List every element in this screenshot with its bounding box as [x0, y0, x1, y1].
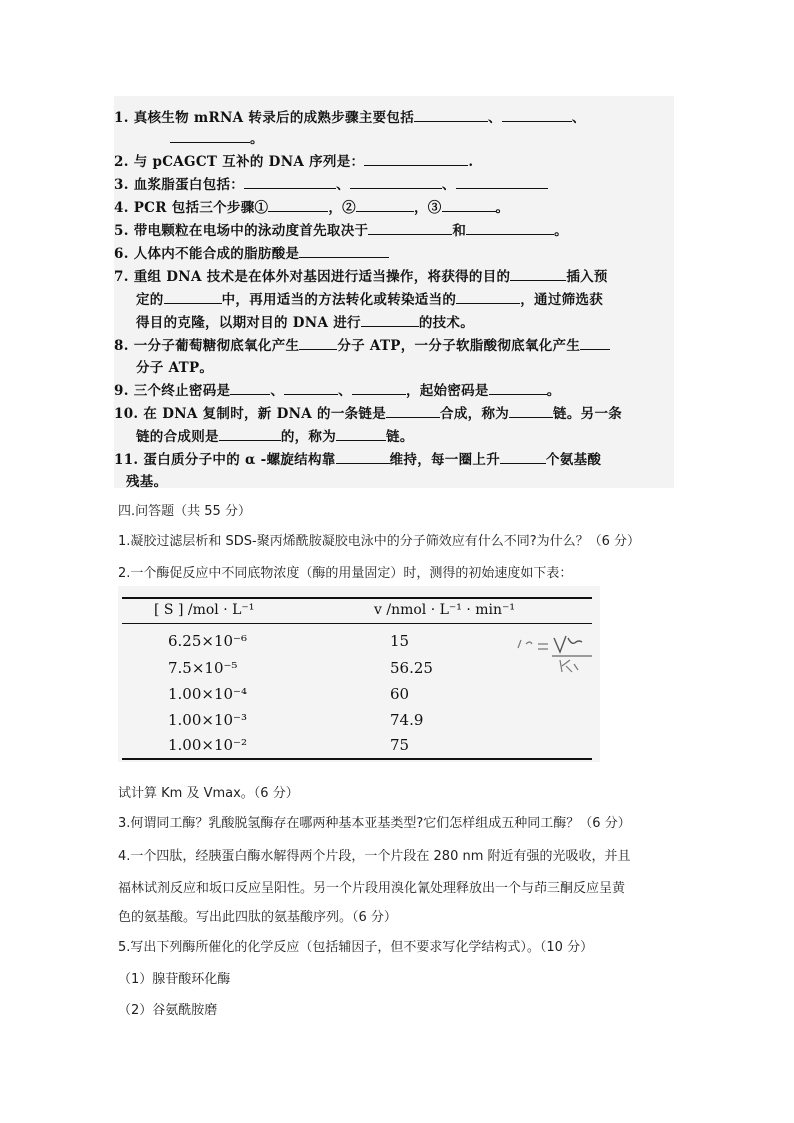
- blank: [350, 176, 442, 189]
- q-end: 。: [554, 223, 568, 239]
- blank: [244, 176, 336, 189]
- q-number: 5.: [114, 223, 129, 239]
- blank: [364, 153, 468, 166]
- q-text: 和: [452, 223, 467, 239]
- blank: [299, 337, 337, 350]
- blank: [164, 291, 222, 304]
- q-end: 。: [495, 200, 510, 216]
- q-text: 在 DNA 复制时，新 DNA 的一条链是: [143, 406, 387, 422]
- q-number: 11.: [114, 452, 139, 468]
- fill-in-7-line2: [136, 288, 603, 308]
- blank: [386, 405, 440, 418]
- q-sep: 、: [336, 177, 350, 193]
- blank: [414, 109, 488, 122]
- blank: [502, 109, 572, 122]
- q-number: 9.: [114, 383, 129, 399]
- blank: [336, 428, 386, 441]
- q-sep: 、: [488, 110, 502, 126]
- q-end: 。: [250, 131, 264, 147]
- question-5-item-1: （1）腺苷酸环化酶: [118, 972, 231, 987]
- blank: [456, 176, 548, 189]
- table-cell: 56.25: [390, 659, 433, 677]
- q-text: PCR 包括三个步骤①: [133, 200, 269, 216]
- blank: [456, 291, 520, 304]
- blank: [489, 382, 547, 395]
- q-text: 链的合成则是: [136, 429, 219, 445]
- blank: [284, 382, 338, 395]
- fill-in-8: [114, 334, 610, 354]
- q-text: 链。: [386, 429, 414, 445]
- fill-in-10: [114, 402, 622, 422]
- q-text: 合成，称为: [440, 406, 510, 422]
- q-text: 定的: [136, 292, 164, 308]
- blank: [500, 451, 546, 464]
- question-5-item-2: （2）谷氨酰胺磨: [118, 1003, 218, 1018]
- q-sep: 、: [441, 177, 456, 193]
- q-text: 三个终止密码是: [133, 383, 231, 399]
- table-cell: 15: [390, 632, 410, 650]
- q-text: 残基。: [126, 474, 168, 490]
- fill-in-4: [114, 196, 509, 216]
- table-cell: 74.9: [390, 711, 424, 729]
- table-cell: 6.25×10⁻⁶: [168, 632, 247, 650]
- blank: [352, 382, 406, 395]
- blank: [268, 199, 328, 212]
- q-end: 。: [546, 383, 561, 399]
- q-text: 一分子葡萄糖彻底氧化产生: [133, 338, 300, 354]
- fill-in-5: [114, 219, 568, 239]
- fill-in-3: [114, 173, 548, 193]
- fill-in-1-line2: [170, 127, 264, 147]
- blank: [299, 245, 389, 258]
- blank: [170, 130, 250, 143]
- q-text: 的，称为: [280, 429, 337, 445]
- q-text: ，起始密码是: [405, 383, 489, 399]
- q-number: 4.: [114, 200, 129, 216]
- question-4-line2: 福林试剂反应和坂口反应呈阳性。另一个片段用溴化氰处理释放出一个与茚三酮反应呈黄: [118, 881, 626, 896]
- blank: [466, 222, 554, 235]
- q-text: 分子 ATP，一分子软脂酸彻底氧化产生: [337, 338, 581, 354]
- q-text: 与 pCAGCT 互补的 DNA 序列是：: [133, 154, 365, 170]
- question-5: 5.写出下列酶所催化的化学反应（包括辅因子，但不要求写化学结构式）。（10 分）: [118, 940, 594, 955]
- table-header-v: v /nmol · L⁻¹ · min⁻¹: [374, 602, 516, 618]
- q-sep: 、: [571, 110, 586, 126]
- fill-in-11: [114, 448, 601, 468]
- table-bottom-rule: [122, 758, 592, 760]
- fill-in-6: [114, 242, 389, 262]
- blank: [510, 268, 566, 281]
- fill-in-7-line3: [136, 311, 474, 331]
- fill-in-8-line2: [136, 356, 213, 376]
- q-sep: 、: [270, 383, 285, 399]
- table-cell: 7.5×10⁻⁵: [168, 659, 238, 677]
- question-2: 2.一个酶促反应中不同底物浓度（酶的用量固定）时，测得的初始速度如下表：: [118, 566, 573, 581]
- q-text: ，②: [328, 200, 356, 216]
- table-cell: 1.00×10⁻⁴: [168, 685, 247, 703]
- blank: [336, 451, 390, 464]
- fill-in-9: [114, 379, 561, 399]
- table-cell: 60: [390, 685, 410, 703]
- table-header-rule: [122, 623, 592, 624]
- fill-in-11-line2: [126, 470, 167, 490]
- q-text: 分子 ATP。: [136, 360, 214, 376]
- fill-in-7: [114, 265, 608, 285]
- fill-in-2: [114, 150, 473, 170]
- q-number: 7.: [114, 269, 129, 285]
- question-4-line1: 4.一个四肽，经胰蛋白酶水解得两个片段，一个片段在 280 nm 附近有强的光吸收，并且: [118, 849, 631, 864]
- q-text: 维持，每一圈上升: [389, 452, 500, 468]
- q-end: .: [468, 154, 474, 170]
- question-1: 1.凝胶过滤层析和 SDS-聚丙烯酰胺凝胶电泳中的分子筛效应有什么不同?为什么？（6 分）: [118, 534, 641, 549]
- blank: [356, 199, 414, 212]
- scanned-table: [118, 586, 600, 762]
- q-sep: 、: [338, 383, 352, 399]
- table-cell: 1.00×10⁻³: [168, 711, 247, 729]
- q-number: 6.: [114, 246, 129, 262]
- section-title: 四.问答题（共 55 分）: [118, 504, 251, 519]
- blank: [509, 405, 553, 418]
- q-number: 10.: [114, 406, 139, 422]
- handwriting-scribble: [510, 626, 596, 676]
- q-text: 蛋白质分子中的 α -螺旋结构靠: [143, 452, 336, 468]
- q-number: 1.: [114, 110, 129, 126]
- question-4-line3: 色的氨基酸。写出此四肽的氨基酸序列。（6 分）: [118, 910, 397, 925]
- q-text: ，③: [413, 200, 442, 216]
- q-text: 真核生物 mRNA 转录后的成熟步骤主要包括: [133, 110, 415, 126]
- question-3: 3.何谓同工酶？乳酸脱氢酶存在哪两种基本亚基类型?它们怎样组成五种同工酶？（6 分）: [118, 816, 631, 831]
- question-2-tail: 试计算 Km 及 Vmax。（6 分）: [118, 786, 299, 801]
- q-text: 重组 DNA 技术是在体外对基因进行适当操作，将获得的目的: [133, 269, 511, 285]
- blank: [361, 314, 419, 327]
- table-top-rule: [122, 597, 592, 599]
- q-text: 插入预: [566, 269, 608, 285]
- blank: [368, 222, 452, 235]
- fill-in-10-line2: [136, 425, 414, 445]
- q-text: 的技术。: [418, 315, 475, 331]
- q-text: 带电颗粒在电场中的泳动度首先取决于: [133, 223, 369, 239]
- q-text: 个氨基酸: [546, 452, 602, 468]
- q-text: 血浆脂蛋白包括：: [133, 177, 245, 193]
- q-text: 人体内不能合成的脂肪酸是: [133, 246, 300, 262]
- blank: [442, 199, 496, 212]
- scanned-fill-in-block: [114, 96, 674, 488]
- table-cell: 75: [390, 736, 410, 754]
- q-number: 3.: [114, 177, 129, 193]
- table-header-s: [ S ] /mol · L⁻¹: [154, 602, 255, 618]
- q-text: 链。另一条: [553, 406, 623, 422]
- table-cell: 1.00×10⁻²: [168, 736, 247, 754]
- q-text: 中，再用适当的方法转化或转染适当的: [221, 292, 457, 308]
- fill-in-1: [114, 106, 586, 126]
- blank: [580, 337, 610, 350]
- q-number: 2.: [114, 154, 129, 170]
- q-text: ，通过筛选获: [520, 292, 604, 308]
- blank: [219, 428, 281, 441]
- q-text: 得目的克隆，以期对目的 DNA 进行: [136, 315, 361, 331]
- q-number: 8.: [114, 338, 129, 354]
- blank: [230, 382, 270, 395]
